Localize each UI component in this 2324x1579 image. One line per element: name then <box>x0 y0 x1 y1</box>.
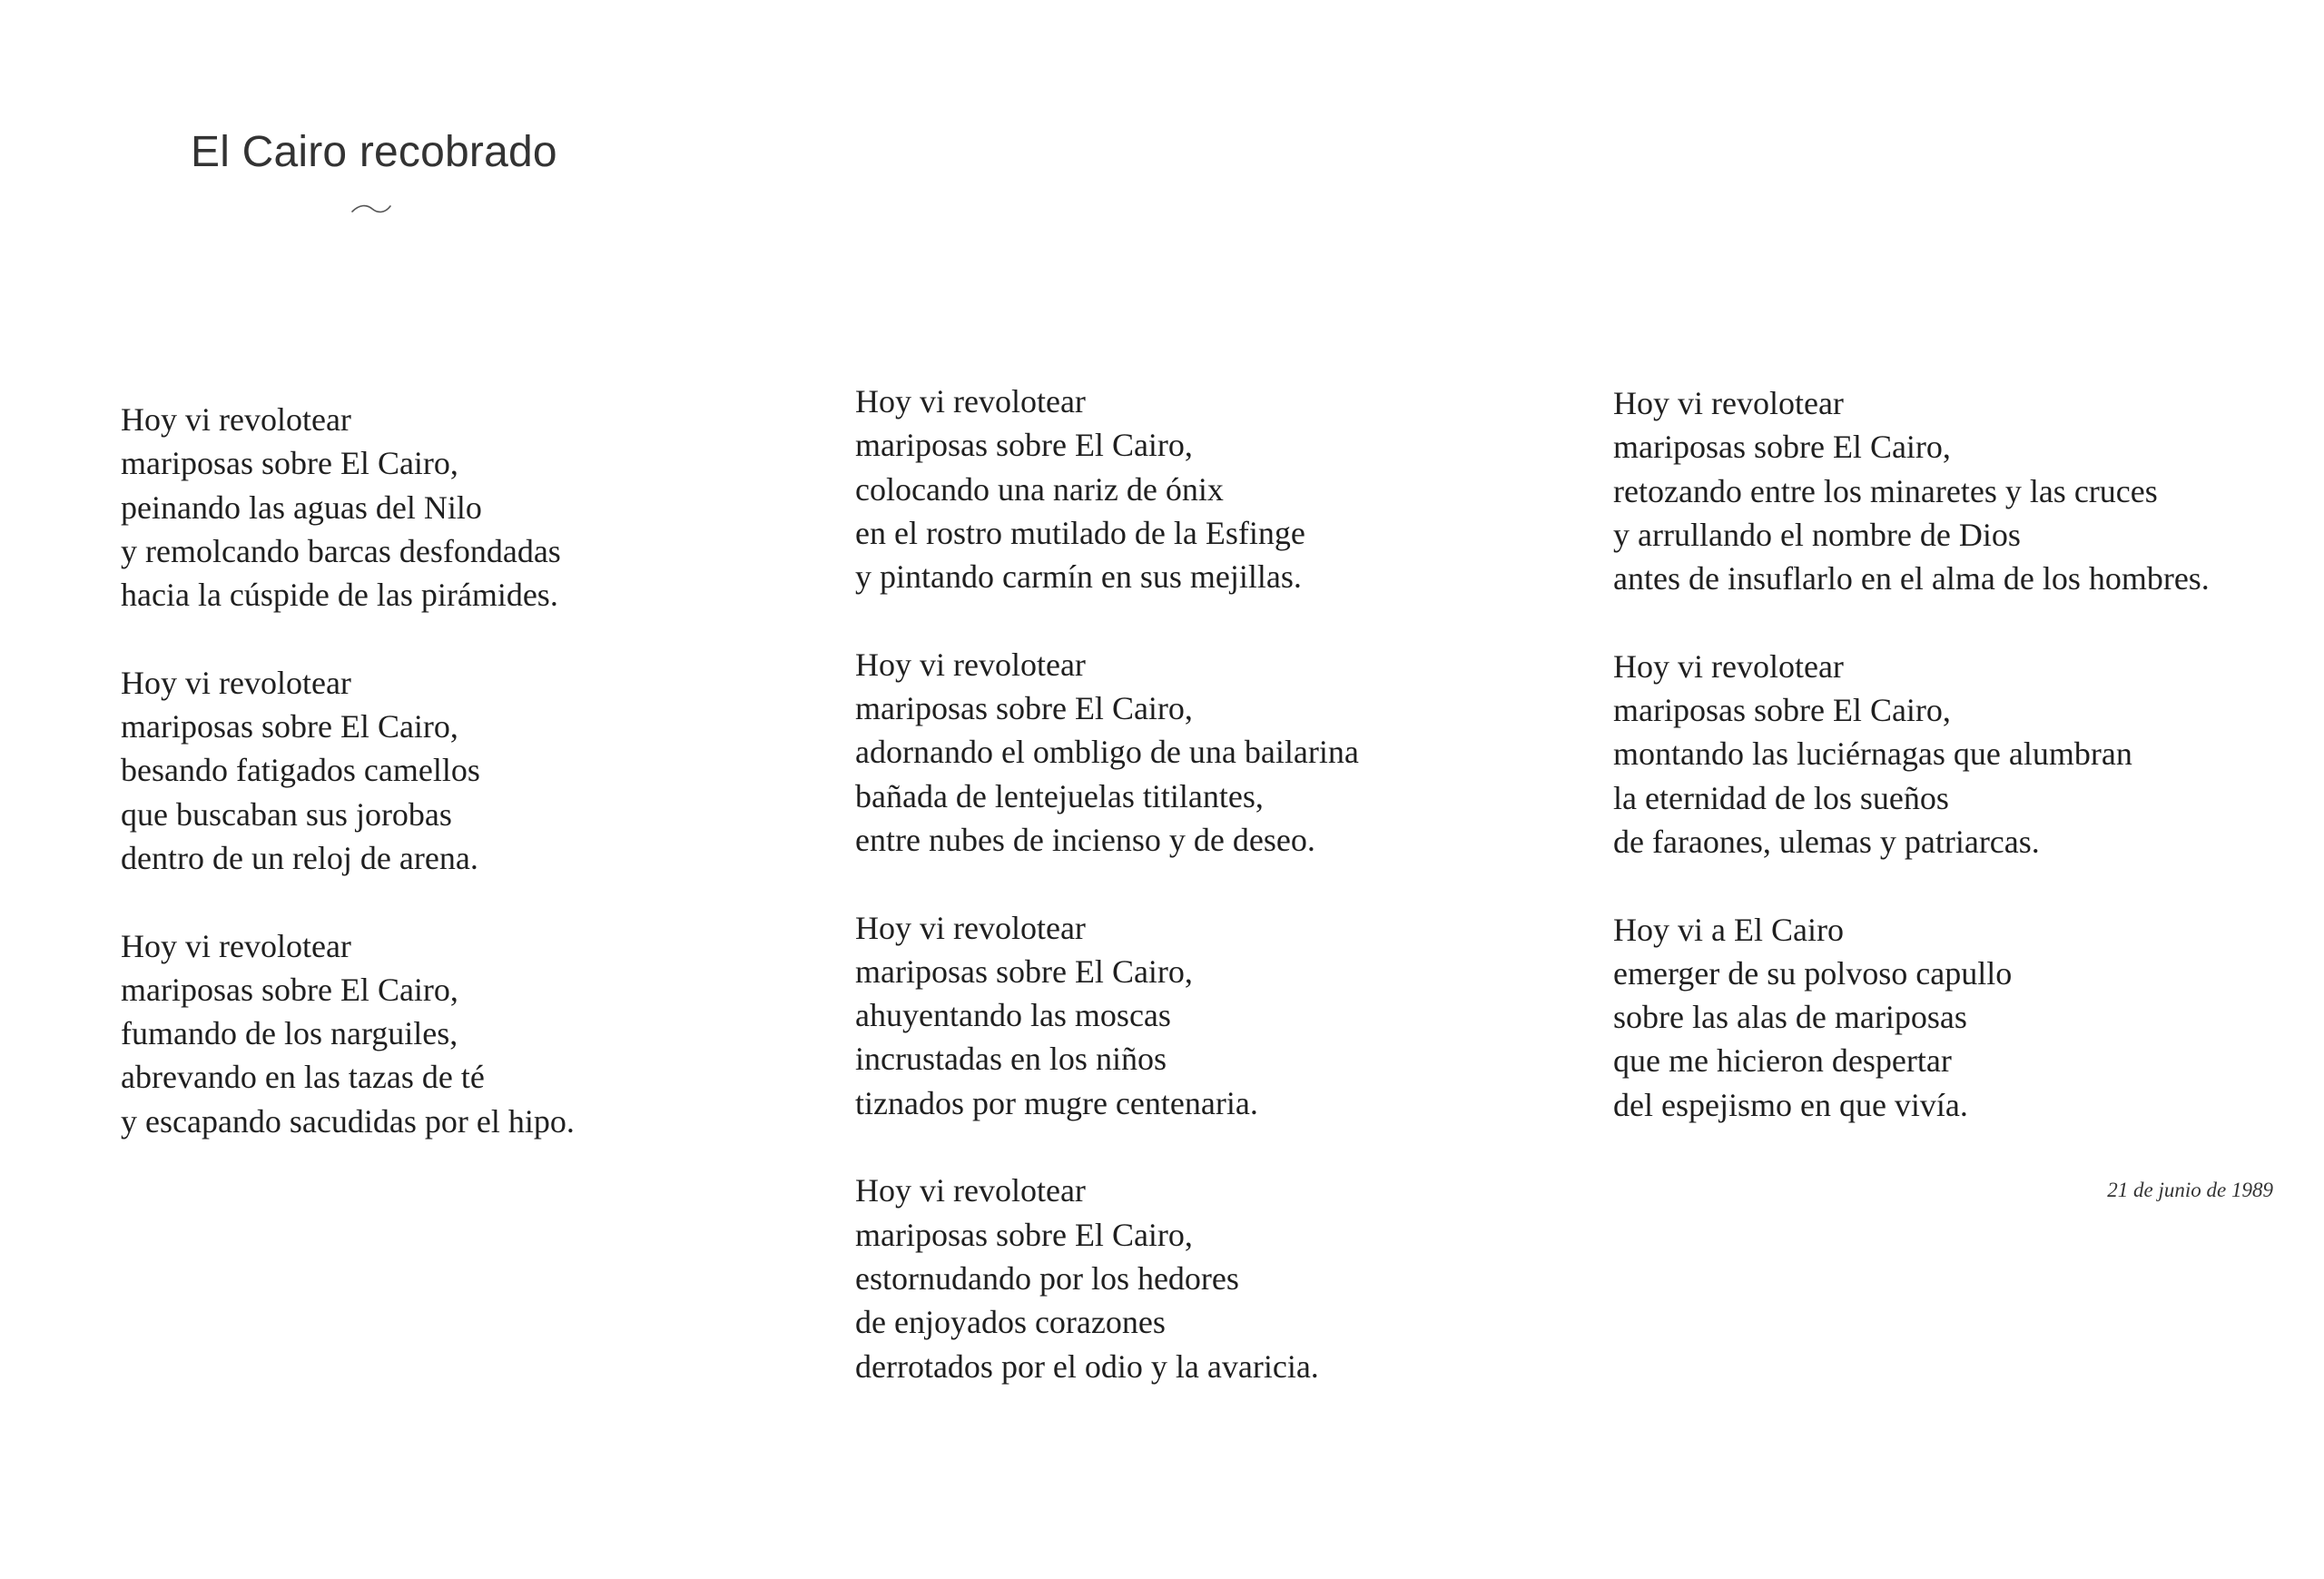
verse-line: mariposas sobre El Cairo, <box>121 971 458 1008</box>
verse-line: mariposas sobre El Cairo, <box>855 952 1193 990</box>
verse-line: de enjoyados corazones <box>855 1304 1166 1341</box>
stanza <box>855 1169 1359 1387</box>
stanza <box>855 906 1359 1125</box>
verse-line: y escapando sacudidas por el hipo. <box>121 1102 575 1140</box>
poem-title: El Cairo recobrado <box>191 128 557 176</box>
stanza <box>855 380 1359 598</box>
verse-line: antes de insuflarlo en el alma de los hombres. <box>1613 560 2210 597</box>
verse-line: besando fatigados camellos <box>121 752 480 789</box>
verse-line: Hoy vi revolotear <box>1613 385 1844 421</box>
verse-line: dentro de un reloj de arena. <box>121 839 478 876</box>
verse-line: derrotados por el odio y la avaricia. <box>855 1347 1319 1385</box>
verse-line: bañada de lentejuelas titilantes, <box>855 777 1264 814</box>
stanza <box>1613 645 2210 864</box>
poem-date: 21 de junio de 1989 <box>2107 1179 2273 1201</box>
verse-line: Hoy vi revolotear <box>121 664 351 701</box>
verse-line: colocando una nariz de ónix <box>855 470 1224 508</box>
stanza <box>1613 908 2210 1127</box>
verse-line: mariposas sobre El Cairo, <box>855 427 1193 464</box>
verse-line: fumando de los narguiles, <box>121 1015 458 1052</box>
verse-line: Hoy vi revolotear <box>855 1172 1086 1209</box>
stanza <box>121 398 575 617</box>
verse-line: incrustadas en los niños <box>855 1041 1167 1078</box>
verse-line: mariposas sobre El Cairo, <box>1613 429 1951 466</box>
verse-line: la eternidad de los sueños <box>1613 779 1949 816</box>
verse-line: retozando entre los minaretes y las cruces <box>1613 472 2158 509</box>
verse-line: abrevando en las tazas de té <box>121 1059 485 1096</box>
verse-line: entre nubes de incienso y de deseo. <box>855 821 1315 858</box>
verse-line: emerger de su polvoso capullo <box>1613 954 2013 992</box>
verse-line: Hoy vi revolotear <box>855 383 1086 419</box>
verse-line: estornudando por los hedores <box>855 1259 1239 1297</box>
verse-line: que me hicieron despertar <box>1613 1042 1952 1080</box>
verse-line: mariposas sobre El Cairo, <box>855 1216 1193 1253</box>
verse-line: sobre las alas de mariposas <box>1613 999 1967 1036</box>
verse-line: mariposas sobre El Cairo, <box>121 708 458 745</box>
tilde-ornament <box>350 202 392 216</box>
poem-column-3 <box>1613 381 2210 1127</box>
verse-line: Hoy vi revolotear <box>1613 647 1844 685</box>
stanza <box>121 924 575 1143</box>
verse-line: Hoy vi revolotear <box>121 927 351 964</box>
verse-line: peinando las aguas del Nilo <box>121 489 482 526</box>
stanza <box>855 643 1359 862</box>
verse-line: Hoy vi revolotear <box>121 401 351 438</box>
verse-line: y remolcando barcas desfondadas <box>121 532 561 569</box>
verse-line: mariposas sobre El Cairo, <box>1613 692 1951 729</box>
verse-line: ahuyentando las moscas <box>855 997 1171 1034</box>
poem-column-1 <box>121 398 575 1143</box>
verse-line: tiznados por mugre centenaria. <box>855 1084 1258 1121</box>
verse-line: y pintando carmín en sus mejillas. <box>855 558 1302 596</box>
stanza <box>1613 381 2210 600</box>
verse-line: Hoy vi revolotear <box>855 909 1086 946</box>
verse-line: Hoy vi revolotear <box>855 646 1086 683</box>
verse-line: adornando el ombligo de una bailarina <box>855 734 1359 771</box>
verse-line: en el rostro mutilado de la Esfinge <box>855 514 1305 551</box>
verse-line: y arrullando el nombre de Dios <box>1613 516 2021 553</box>
verse-line: mariposas sobre El Cairo, <box>121 445 458 482</box>
verse-line: hacia la cúspide de las pirámides. <box>121 577 558 614</box>
verse-line: mariposas sobre El Cairo, <box>855 690 1193 727</box>
verse-line: que buscaban sus jorobas <box>121 795 452 833</box>
poem-column-2 <box>855 380 1359 1388</box>
verse-line: de faraones, ulemas y patriarcas. <box>1613 823 2040 860</box>
stanza <box>121 661 575 880</box>
verse-line: montando las luciérnagas que alumbran <box>1613 735 2132 773</box>
verse-line: del espejismo en que vivía. <box>1613 1086 1968 1123</box>
verse-line: Hoy vi a El Cairo <box>1613 911 1844 948</box>
